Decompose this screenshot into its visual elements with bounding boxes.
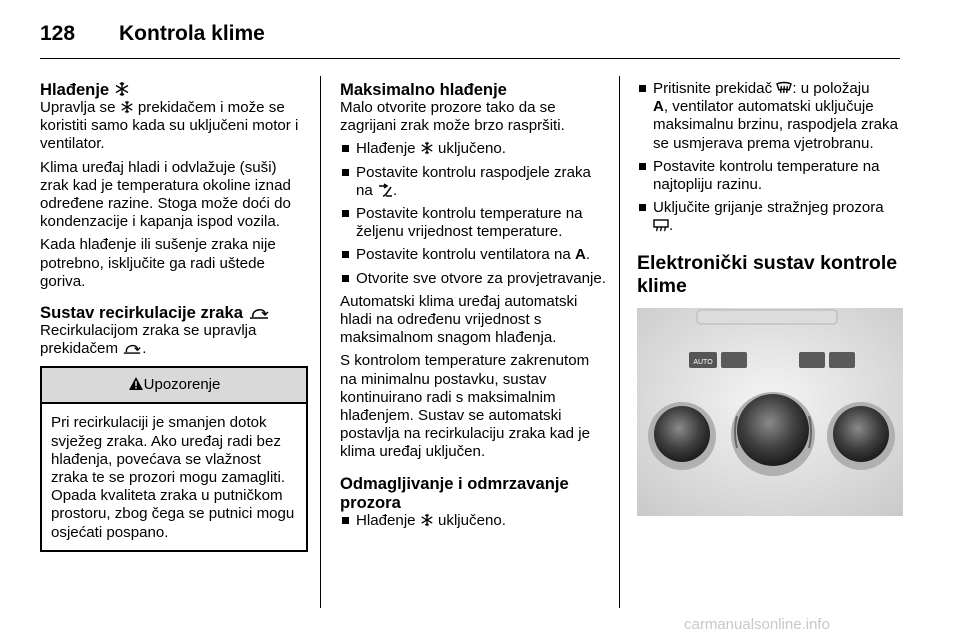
windscreen-defrost-icon bbox=[776, 81, 792, 95]
recirculation-para bbox=[40, 322, 308, 358]
heading-defrost: Odmagljivanje i odmrzavanje prozora bbox=[340, 473, 569, 512]
list-item bbox=[340, 246, 608, 264]
max-cooling-steps bbox=[340, 140, 608, 287]
defrost-step-2-a: Pritisnite prekidač bbox=[653, 80, 773, 97]
column-2 bbox=[340, 80, 608, 535]
snowflake-icon bbox=[114, 81, 130, 97]
climate-control-panel-photo bbox=[637, 308, 903, 516]
step-5: Otvorite sve otvore za provjetravanje. bbox=[356, 269, 606, 287]
bullet-square bbox=[342, 251, 349, 258]
cooling-para-1-a: Upravlja se bbox=[40, 99, 116, 116]
column-1 bbox=[40, 80, 308, 552]
heading-cooling-text: Hlađenje bbox=[40, 80, 110, 99]
defrost-steps-continued bbox=[637, 80, 903, 236]
snowflake-icon bbox=[120, 100, 134, 114]
list-item bbox=[340, 512, 608, 530]
heading-max-cooling: Maksimalno hlađenje bbox=[340, 80, 507, 99]
bullet-square bbox=[639, 85, 646, 92]
heading-electronic-climate-control: Elektronički sustav kontrole klime bbox=[637, 251, 898, 297]
snowflake-icon bbox=[420, 141, 434, 155]
bullet-square bbox=[639, 204, 646, 211]
list-item bbox=[637, 158, 903, 194]
column-3 bbox=[637, 80, 903, 516]
column-divider-right bbox=[619, 76, 620, 608]
temperature-knob bbox=[654, 406, 710, 462]
bullet-square bbox=[342, 145, 349, 152]
cooling-para-2: Klima uređaj hladi i odvlažuje (suši) zrak kad je temperatura okoline iznad određene razine. Stoga može doći do kondenzacije i kapanja ispod vozila. bbox=[40, 158, 291, 231]
heading-recirculation-text: Sustav recirkulacije zraka bbox=[40, 303, 243, 323]
fan-knob bbox=[737, 394, 809, 466]
defrost-step-3: Postavite kontrolu temperature na najtopliju razinu. bbox=[653, 157, 880, 194]
step-3: Postavite kontrolu temperature na željenu vrijednost temperature. bbox=[356, 205, 583, 241]
air-distribution-knob bbox=[833, 406, 889, 462]
step-4-bold: A bbox=[575, 246, 586, 264]
warning-triangle-icon bbox=[128, 376, 144, 391]
bullet-square bbox=[342, 517, 349, 524]
bullet-square bbox=[639, 163, 646, 170]
defrost-steps bbox=[340, 512, 608, 530]
step-2: Postavite kontrolu raspodjele zraka na bbox=[356, 163, 591, 199]
list-item bbox=[637, 199, 903, 235]
defrost-step-2-bold: A bbox=[653, 98, 664, 116]
list-item bbox=[340, 140, 608, 158]
step-4-end: . bbox=[585, 246, 591, 264]
page-number: 128 bbox=[40, 22, 76, 45]
warning-text: Pri recirkulaciji je smanjen dotok svježeg zraka. Ako uređaj radi bez hlađenja, povećava se vlažnost zraka te se prozori mogu zamagliti. Opada kvaliteta zraka u putničkom prostoru, zbog čega se putnici mogu osjećati pospano. bbox=[51, 414, 295, 541]
defrost-step-4-end: . bbox=[669, 217, 674, 235]
list-item bbox=[340, 270, 608, 288]
defrost-step-2-b: : u položaju bbox=[792, 80, 870, 97]
cooling-para-3: Kada hlađenje ili sušenje zraka nije potrebno, isključite ga radi uštede goriva. bbox=[40, 236, 276, 290]
column-divider-left bbox=[320, 76, 321, 608]
recirculation-icon bbox=[248, 306, 270, 320]
recirculation-para-a: Recirkulacijom zraka se upravlja prekidačem bbox=[40, 322, 257, 358]
warning-box bbox=[40, 366, 308, 551]
list-item bbox=[340, 205, 608, 241]
rear-window-heater-icon bbox=[653, 219, 669, 232]
recirculation-para-b: . bbox=[142, 340, 147, 358]
defrost-step-4: Uključite grijanje stražnjeg prozora bbox=[653, 199, 884, 217]
auto-para: Automatski klima uređaj automatski hladi na određenu vrijednost s maksimalnom snagom hlađenja. bbox=[340, 292, 578, 347]
snowflake-icon bbox=[420, 513, 434, 527]
warning-title: Upozorenje bbox=[143, 376, 221, 394]
bullet-square bbox=[342, 169, 349, 176]
list-item bbox=[637, 80, 903, 153]
heading-cooling bbox=[40, 80, 308, 99]
max-cooling-intro: Malo otvorite prozore tako da se zagrijani zrak može brzo raspršiti. bbox=[340, 99, 565, 135]
step-1-a: Hlađenje bbox=[356, 140, 416, 158]
list-item bbox=[340, 164, 608, 200]
header-rule bbox=[40, 58, 900, 59]
defrost-step-1-a: Hlađenje bbox=[356, 511, 416, 529]
recirculation-icon bbox=[122, 342, 142, 355]
step-4: Postavite kontrolu ventilatora na bbox=[356, 246, 571, 264]
cooling-para-1-b: prekidačem i može se koristiti samo kada su uključeni motor i ventilator. bbox=[40, 99, 299, 153]
auto-button-label: AUTO bbox=[693, 358, 713, 366]
page-title: Kontrola klime bbox=[119, 22, 265, 45]
warning-header bbox=[42, 368, 306, 404]
defrost-step-2-c: , ventilator automatski uključuje maksimalnu brzinu, raspodjela zraka se usmjerava prema vjetrobranu. bbox=[653, 98, 898, 152]
heading-recirculation bbox=[40, 303, 308, 322]
temperature-para: S kontrolom temperature zakrenutom na minimalnu postavku, sustav kontinuirano radi s maksimalnim hlađenjem. Sustav se automatski postavlja na recirkulaciju zraka kad je klima uređaj uključen. bbox=[340, 352, 591, 461]
bullet-square bbox=[342, 275, 349, 282]
watermark: carmanualsonline.info bbox=[684, 616, 830, 633]
air-distribution-body-icon bbox=[377, 183, 393, 197]
bullet-square bbox=[342, 210, 349, 217]
step-1-b: uključeno. bbox=[438, 140, 506, 158]
step-2-end: . bbox=[393, 181, 398, 199]
cooling-para-1 bbox=[40, 99, 308, 154]
defrost-step-1-b: uključeno. bbox=[438, 511, 506, 529]
